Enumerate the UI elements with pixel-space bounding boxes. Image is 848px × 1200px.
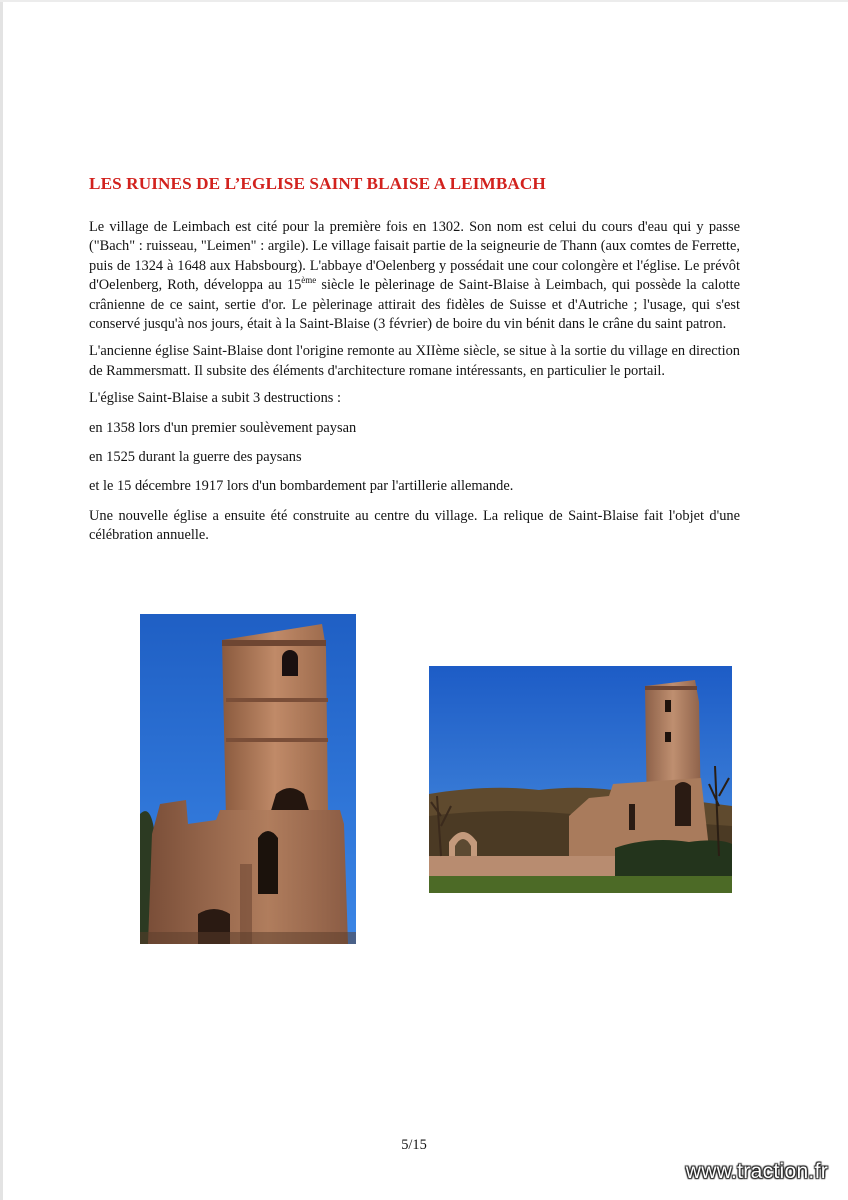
page-number: 5/15 [401, 1137, 427, 1153]
destruction-item: et le 15 décembre 1917 lors d'un bombardement par l'artillerie allemande. [89, 478, 514, 495]
page-edge-top [0, 0, 848, 2]
body-text [89, 218, 740, 554]
paragraph-new-church: Une nouvelle église a ensuite été construite au centre du village. La relique de Saint-Blaise fait l'objet d'une célébration annuelle. [89, 507, 740, 544]
paragraph-destructions-intro: L'église Saint-Blaise a subit 3 destructions : [89, 390, 341, 407]
paragraph-history-part1: Le village de Leimbach est cité pour la première fois en 1302. Son nom est celui du cours d'eau qui y passe ("Bach" : ruisseau, "Leimen" : argile). Le village faisait partie de la seigneurie de Thann (aux comtes de Ferrette, puis de 1324 à 1648 aux Habsbourg). L'abbaye d'Oelenberg y possédait une cour colongère et l'église. Le prévôt d'Oelenberg, Roth, développa au 15 [89, 219, 740, 294]
page-edge [0, 0, 3, 1200]
watermark: www.traction.fr [685, 1160, 828, 1183]
superscript-eme: ème [301, 275, 317, 286]
paragraph-history-part2: siècle le pèlerinage de Saint-Blaise à Leimbach, qui possède la calotte crânienne de ce saint, sertie d'or. Le pèlerinage attirait des fidèles de Suisse et d'Autriche ; l'usage, qui s'est conservé jusqu'à nos jours, était à la Saint-Blaise (3 février) de boire du vin bénit dans le crâne du saint patron. [89, 277, 740, 333]
paragraph-history [89, 218, 740, 334]
destruction-item: en 1358 lors d'un premier soulèvement paysan [89, 419, 357, 436]
photo-church-tower [140, 614, 356, 944]
destruction-item: en 1525 durant la guerre des paysans [89, 449, 302, 466]
paragraph-architecture: L'ancienne église Saint-Blaise dont l'origine remonte au XIIème siècle, se situe à la sortie du village en direction de Rammersmatt. Il subsite des éléments d'architecture romane intéressants, en particulier le portail. [89, 343, 740, 379]
photo-church-ruins-landscape [429, 666, 732, 893]
page-title: LES RUINES DE L’EGLISE SAINT BLAISE A LEIMBACH [89, 174, 546, 193]
